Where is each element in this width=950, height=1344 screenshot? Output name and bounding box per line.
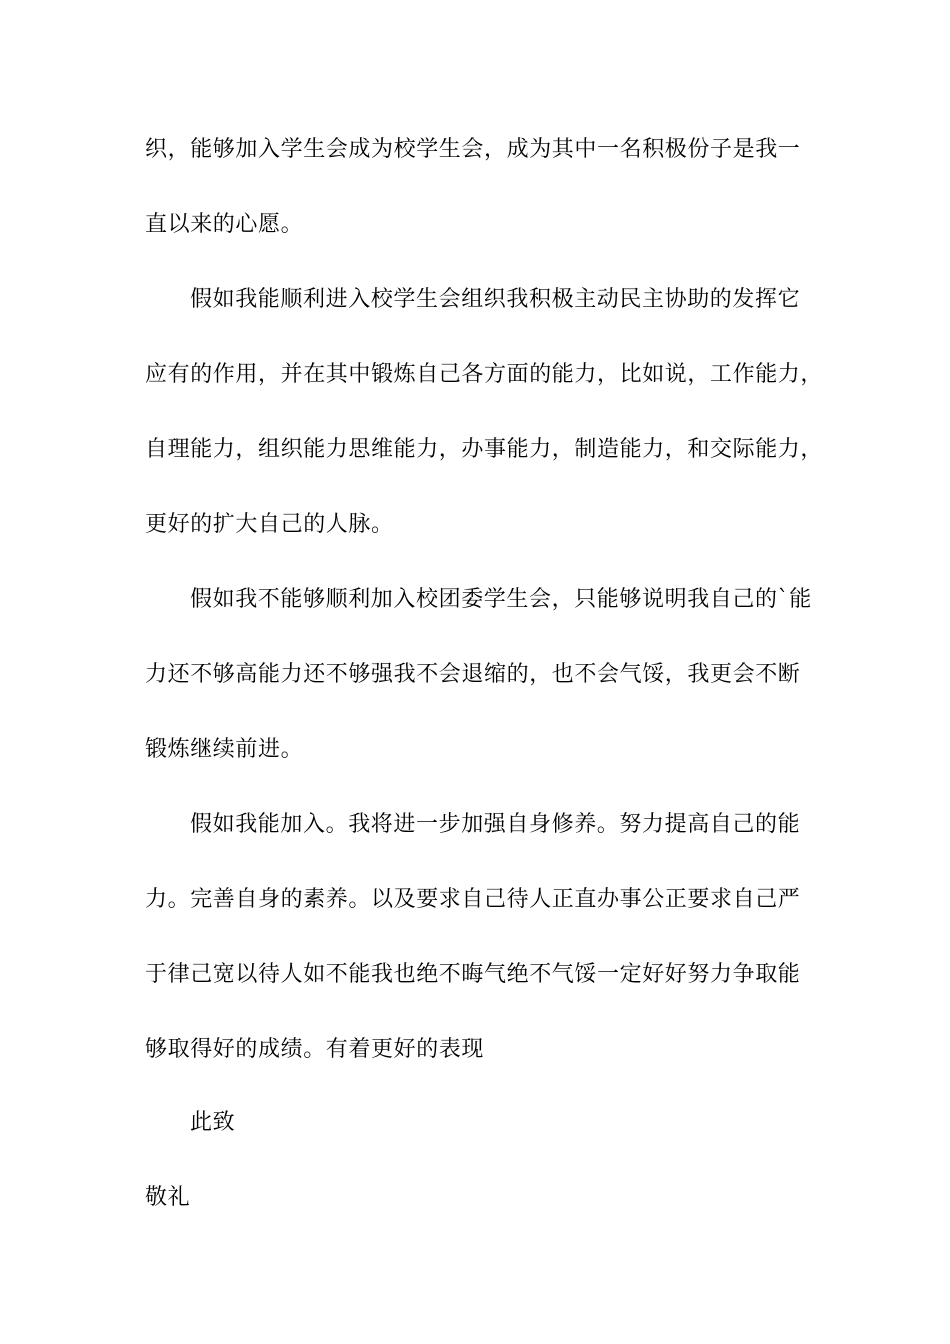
text-line: 于律己宽以待人如不能我也绝不晦气绝不气馁一定好好努力争取能 <box>145 962 801 987</box>
text-line: 够取得好的成绩。有着更好的表现 <box>145 1037 485 1062</box>
text-line: 力。完善自身的素养。以及要求自己待人正直办事公正要求自己严 <box>145 887 801 912</box>
text-line: 自理能力，组织能力思维能力，办事能力，制造能力，和交际能力， <box>145 437 824 462</box>
text-line: 锻炼继续前进。 <box>145 737 304 762</box>
paragraph-start-line: 假如我能加入。我将进一步加强自身修养。努力提高自己的能 <box>190 812 801 837</box>
text-line: 更好的扩大自己的人脉。 <box>145 512 394 537</box>
text-line: 力还不够高能力还不够强我不会退缩的，也不会气馁，我更会不断 <box>145 662 801 687</box>
closing-line: 此致 <box>190 1110 236 1135</box>
text-line: 织，能够加入学生会成为校学生会，成为其中一名积极份子是我一 <box>145 137 801 162</box>
paragraph-start-line: 假如我能顺利进入校学生会组织我积极主动民主协助的发挥它 <box>190 287 801 312</box>
paragraph-start-line: 假如我不能够顺利加入校团委学生会，只能够说明我自己的`能 <box>190 587 812 612</box>
text-line: 直以来的心愿。 <box>145 212 304 237</box>
text-line: 应有的作用，并在其中锻炼自己各方面的能力，比如说，工作能力， <box>145 362 824 387</box>
salutation-line: 敬礼 <box>145 1185 191 1210</box>
